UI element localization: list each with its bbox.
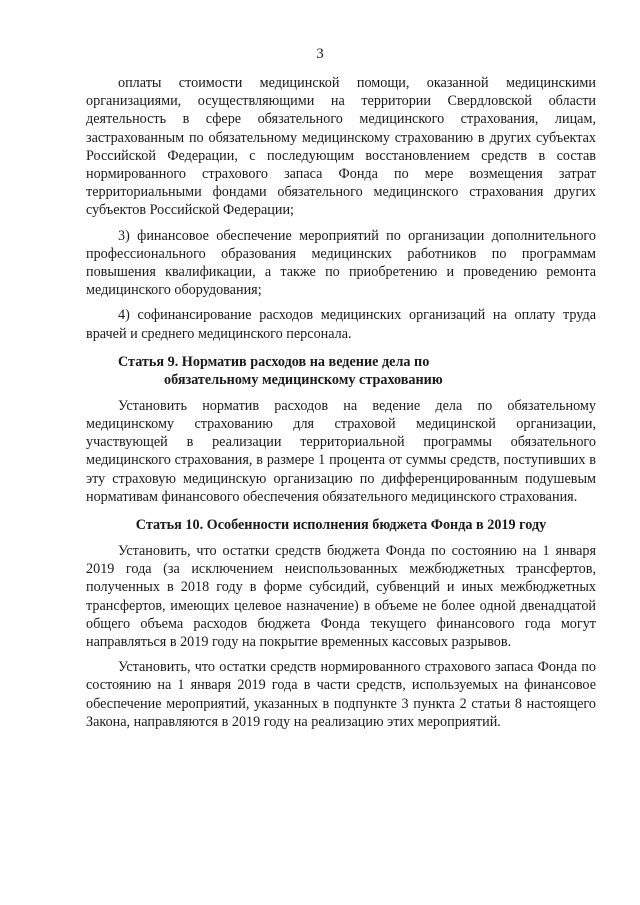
article-10-heading: Статья 10. Особенности исполнения бюджета Фонда в 2019 году xyxy=(135,517,547,534)
article-10-paragraph-2: Установить, что остатки средств нормированного страхового запаса Фонда по состоянию на 1 января 2019 года в части средств, используемых на финансовое обеспечение мероприятий, указанных в подпункте 3 пункта 2 статьи 8 настоящего Закона, направляются в 2019 году на реализацию этих мероприятий. xyxy=(86,659,596,730)
article-9-heading-line1: Статья 9. Норматив расходов на ведение дела по xyxy=(118,353,430,370)
article-9-heading-line2: обязательному медицинскому страхованию xyxy=(164,371,443,388)
article-10-paragraph-1: Установить, что остатки средств бюджета Фонда по состоянию на 1 января 2019 года (за исключением неиспользованных межбюджетных трансфертов, полученных в 2018 году в форме субсидий, субвенций и иных межбюджетных трансфертов, имеющих целевое назначение) в объеме не более одной двенадцатой общего объема расходов бюджета Фонда текущего финансового года могут направляться в 2019 году на покрытие временных кассовых разрывов. xyxy=(86,543,596,651)
page-number: 3 xyxy=(316,46,324,62)
article-9-heading xyxy=(86,353,596,389)
article-9-text: Установить норматив расходов на ведение дела по обязательному медицинскому страхованию для страховой медицинской организации, участвующей в реализации территориальной программы обязательного медицинского страхования, в размере 1 процента от суммы средств, поступивших в эту страховую медицинскую организацию по дифференцированным подушевым нормативам финансового обеспечения обязательного медицинского страхования. xyxy=(86,397,596,505)
paragraph-item-3: 3) финансовое обеспечение мероприятий по организации дополнительного профессионального образования медицинских работников по программам повышения квалификации, а также по приобретению и проведению ремонта медицинского оборудования; xyxy=(86,227,596,299)
document-body xyxy=(86,74,596,731)
paragraph-item-4: 4) софинансирование расходов медицинских организаций на оплату труда врачей и среднего медицинского персонала. xyxy=(86,307,596,342)
paragraph-continuation: оплаты стоимости медицинской помощи, оказанной медицинскими организациями, осуществляющими на территории Свердловской области деятельность в сфере обязательного медицинского страхования, лицам, застрахованным по обязательному медицинскому страхованию в других субъектах Российской Федерации, с последующим восстановлением средств в состав нормированного страхового запаса Фонда по мере возмещения затрат территориальными фондами обязательного медицинского страхования других субъектов Российской Федерации; xyxy=(86,75,596,219)
